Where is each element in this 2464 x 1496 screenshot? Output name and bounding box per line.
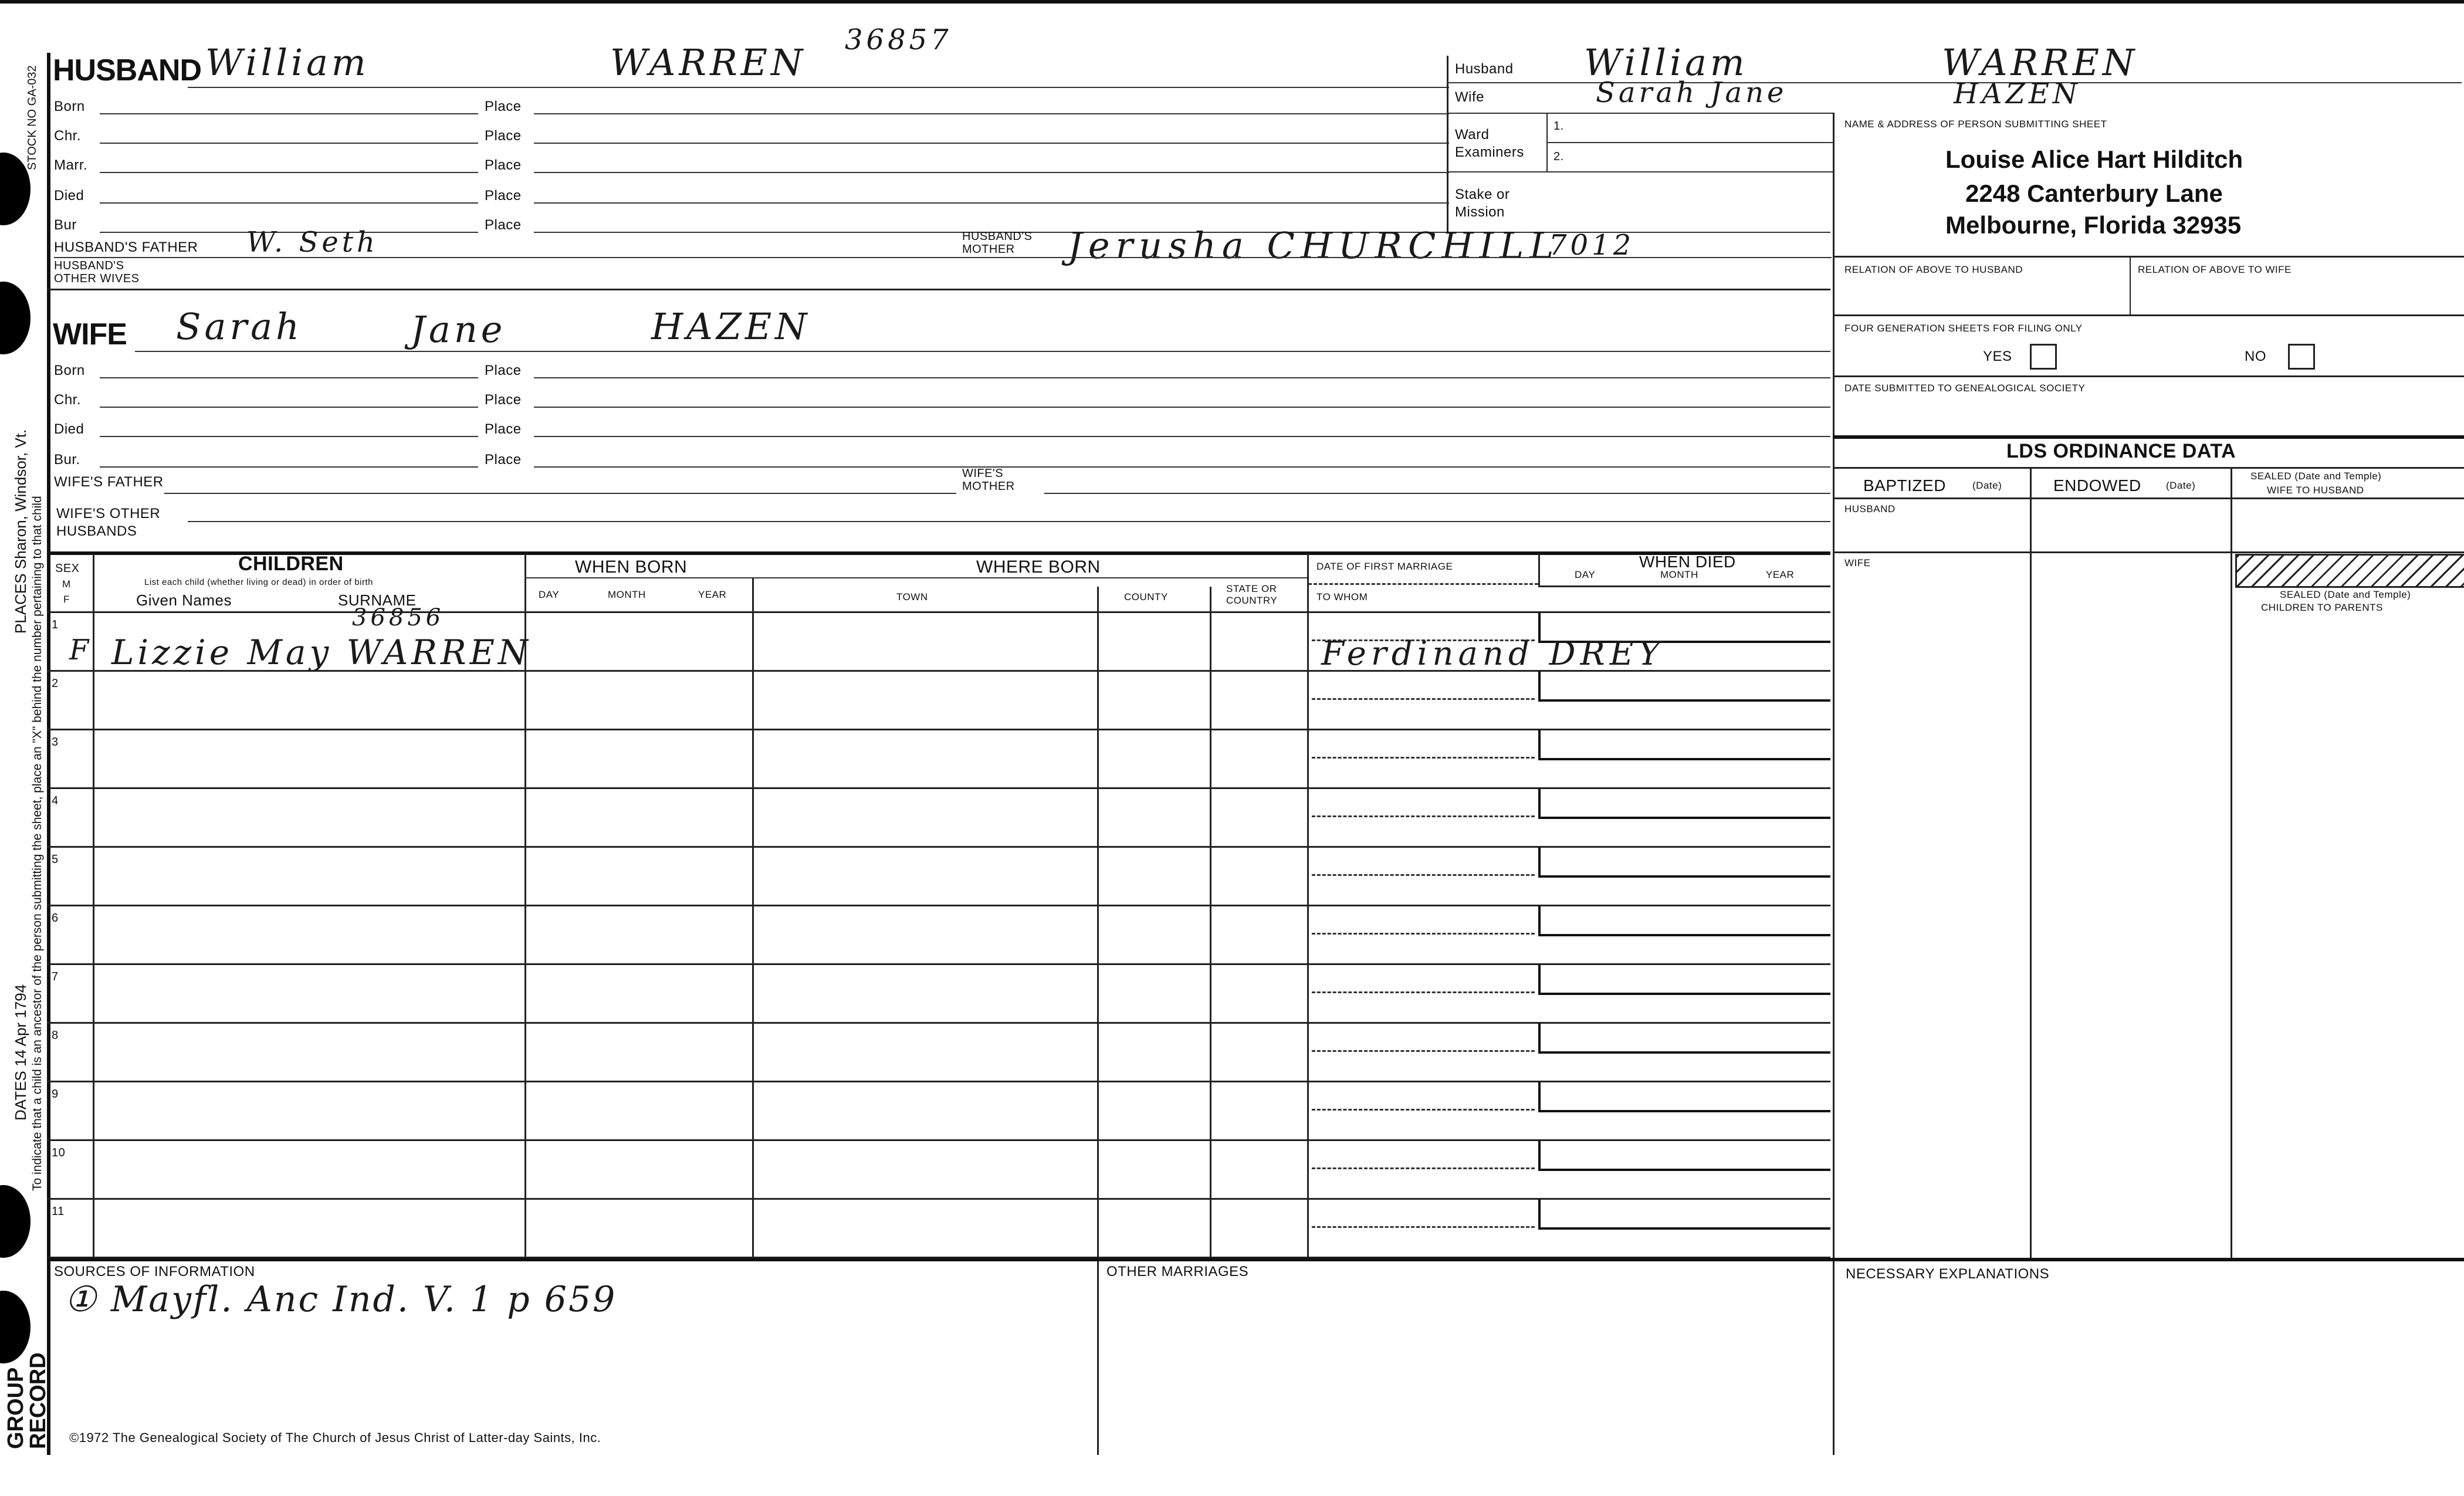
row-number: 2 bbox=[52, 677, 59, 690]
row-number: 9 bbox=[52, 1088, 59, 1101]
header-subline bbox=[1538, 585, 1830, 587]
footer-divider bbox=[47, 1258, 2464, 1261]
surname-label: SURNAME bbox=[338, 591, 417, 609]
when-died-cell[interactable] bbox=[1538, 1082, 1830, 1112]
husband-chr-label: Chr. bbox=[54, 128, 82, 144]
dash-line bbox=[1308, 583, 1538, 585]
town-label: TOWN bbox=[896, 591, 928, 603]
child1-id: 36856 bbox=[352, 604, 445, 631]
marriage-date-dash bbox=[1312, 1226, 1535, 1228]
table-column bbox=[752, 577, 754, 1258]
husband-given-name[interactable]: William bbox=[205, 41, 370, 84]
husband-other-wives-label: HUSBAND'S bbox=[54, 259, 124, 272]
when-died-cell[interactable] bbox=[1538, 1199, 1830, 1230]
place-label: Place bbox=[485, 452, 522, 468]
child1-sex[interactable]: F bbox=[69, 634, 93, 666]
husband-mother-value[interactable]: Jerusha CHURCHILL bbox=[1068, 224, 1560, 267]
field-line bbox=[1447, 171, 1834, 172]
table-column bbox=[1097, 587, 1099, 1455]
row-number: 8 bbox=[52, 1029, 59, 1042]
lds-baptized-date: (Date) bbox=[1972, 480, 2002, 491]
husband-mother-label: HUSBAND'S bbox=[962, 230, 1033, 243]
wife-bur-label: Bur. bbox=[54, 452, 80, 468]
place-label: Place bbox=[485, 128, 522, 144]
lds-column bbox=[2231, 467, 2232, 1259]
stock-number: STOCK NO GA-032 bbox=[26, 65, 39, 170]
wife-given-name[interactable]: Sarah bbox=[176, 305, 303, 348]
field-line bbox=[1447, 113, 1834, 114]
marriage-date-dash bbox=[1312, 1050, 1535, 1052]
died-year-label: YEAR bbox=[1766, 569, 1795, 580]
field-line bbox=[100, 113, 478, 114]
field-line bbox=[100, 172, 478, 173]
marriage-date-dash bbox=[1312, 757, 1535, 759]
wife-born-label: Born bbox=[54, 363, 85, 378]
wife-other-husbands-label: WIFE'S OTHER bbox=[56, 506, 161, 522]
when-born-label: WHEN BORN bbox=[575, 557, 688, 577]
field-line bbox=[534, 466, 1830, 468]
when-died-label: WHEN DIED bbox=[1639, 553, 1736, 571]
relation-husband-label: RELATION OF ABOVE TO HUSBAND bbox=[1844, 264, 2023, 275]
margin-instruction: To indicate that a child is an ancestor of the person submitting the sheet, place an "X" behind the number pertaining to that child bbox=[31, 496, 44, 1191]
year-label: YEAR bbox=[698, 589, 727, 600]
examiner-num-1: 1. bbox=[1553, 120, 1564, 133]
lds-sealed-wife-1: SEALED (Date and Temple) bbox=[2250, 471, 2382, 482]
husband-bur-label: Bur bbox=[54, 217, 77, 233]
group-record-label: RECORD bbox=[26, 1352, 50, 1449]
state-country-label: STATE OR bbox=[1226, 583, 1277, 594]
died-day-label: DAY bbox=[1575, 569, 1596, 580]
top-border bbox=[0, 0, 2464, 4]
ward-examiners-label: Ward bbox=[1455, 127, 1490, 143]
four-gen-label: FOUR GENERATION SHEETS FOR FILING ONLY bbox=[1844, 323, 2083, 334]
wife-died-label: Died bbox=[54, 421, 84, 437]
when-died-cell[interactable] bbox=[1538, 730, 1830, 760]
no-checkbox[interactable] bbox=[2288, 344, 2315, 370]
marriage-date-dash bbox=[1312, 1109, 1535, 1111]
examiner-num-2: 2. bbox=[1553, 150, 1564, 163]
row-number: 3 bbox=[52, 736, 59, 749]
ward-husband-value[interactable]: William bbox=[1584, 41, 1748, 84]
submitter-city: Melbourne, Florida 32935 bbox=[1945, 211, 2242, 239]
husband-father-value[interactable]: W. Seth bbox=[246, 226, 378, 259]
relation-divider bbox=[2130, 256, 2131, 314]
field-line bbox=[534, 143, 1449, 144]
field-line bbox=[54, 257, 1832, 258]
explanations-label: NECESSARY EXPLANATIONS bbox=[1846, 1266, 2050, 1282]
husband-born-label: Born bbox=[54, 99, 85, 114]
county-label: COUNTY bbox=[1124, 591, 1168, 603]
section-divider bbox=[1833, 435, 2464, 439]
sources-value[interactable]: ① Mayfl. Anc Ind. V. 1 p 659 bbox=[65, 1279, 617, 1320]
month-label: MONTH bbox=[608, 589, 646, 600]
wife-name-line bbox=[135, 351, 1830, 352]
yes-label: YES bbox=[1983, 348, 2012, 364]
row-number: 5 bbox=[52, 853, 59, 866]
marriage-date-dash bbox=[1312, 991, 1535, 993]
binder-hole bbox=[0, 1185, 31, 1258]
section-divider bbox=[1833, 375, 2464, 377]
wife-other-husbands-label: HUSBANDS bbox=[56, 523, 137, 539]
binder-hole bbox=[0, 282, 31, 354]
lds-wife-label: WIFE bbox=[1844, 557, 1871, 568]
ward-examiners-label: Examiners bbox=[1455, 144, 1524, 160]
sex-label: SEX bbox=[55, 562, 80, 575]
lds-endowed: ENDOWED bbox=[2053, 476, 2141, 495]
husband-other-wives-label: OTHER WIVES bbox=[54, 272, 140, 285]
date-submitted-label: DATE SUBMITTED TO GENEALOGICAL SOCIETY bbox=[1844, 383, 2086, 394]
wife-heading: WIFE bbox=[53, 317, 127, 351]
stake-label: Mission bbox=[1455, 204, 1505, 220]
group-record-label: GROUP bbox=[4, 1367, 28, 1449]
place-label: Place bbox=[485, 421, 522, 437]
submitter-street: 2248 Canterbury Lane bbox=[1965, 180, 2223, 207]
lds-sealed-children-2: CHILDREN TO PARENTS bbox=[2261, 602, 2383, 613]
husband-heading: HUSBAND bbox=[53, 53, 201, 87]
field-line bbox=[534, 113, 1449, 114]
husband-id-number: 36857 bbox=[845, 23, 952, 56]
child1-spouse[interactable]: Ferdinand DREY bbox=[1321, 635, 1665, 673]
field-line bbox=[100, 143, 478, 144]
field-line bbox=[100, 466, 478, 468]
died-month-label: MONTH bbox=[1660, 569, 1698, 580]
lds-hatched-cell bbox=[2235, 554, 2464, 588]
section-divider bbox=[1833, 314, 2464, 316]
ward-wife-surname[interactable]: HAZEN bbox=[1954, 77, 2081, 110]
field-line bbox=[534, 377, 1830, 378]
where-born-label: WHERE BORN bbox=[976, 557, 1101, 577]
field-line bbox=[1546, 142, 1834, 143]
lds-column bbox=[2030, 467, 2032, 1259]
husband-died-label: Died bbox=[54, 188, 84, 204]
place-label: Place bbox=[485, 157, 522, 173]
husband-mother-label: MOTHER bbox=[962, 243, 1015, 256]
lds-sealed-children-1: SEALED (Date and Temple) bbox=[2280, 589, 2411, 600]
date-first-marriage-label: DATE OF FIRST MARRIAGE bbox=[1316, 561, 1453, 572]
wife-father-label: WIFE'S FATHER bbox=[54, 474, 164, 490]
relation-wife-label: RELATION OF ABOVE TO WIFE bbox=[2138, 264, 2292, 275]
husband-surname[interactable]: WARREN bbox=[610, 41, 807, 84]
field-line bbox=[188, 521, 1830, 522]
field-line bbox=[164, 493, 956, 494]
sex-m-label: M bbox=[62, 578, 71, 590]
husband-mother-id: 7012 bbox=[1549, 229, 1635, 262]
husband-marr-label: Marr. bbox=[54, 157, 88, 173]
state-country-label: COUNTRY bbox=[1226, 595, 1278, 606]
to-whom-label: TO WHOM bbox=[1316, 591, 1368, 603]
table-column bbox=[1210, 587, 1211, 1258]
child1-name[interactable]: Lizzie May WARREN bbox=[111, 632, 532, 672]
when-died-cell[interactable] bbox=[1538, 964, 1830, 995]
row-number: 1 bbox=[52, 618, 59, 631]
row-number: 10 bbox=[52, 1146, 66, 1159]
stake-label: Stake or bbox=[1455, 187, 1510, 202]
when-died-cell[interactable] bbox=[1538, 1140, 1830, 1171]
section-divider bbox=[1833, 551, 2464, 553]
lds-sealed-wife-2: WIFE TO HUSBAND bbox=[2267, 485, 2364, 496]
yes-checkbox[interactable] bbox=[2030, 344, 2057, 370]
children-label: CHILDREN bbox=[238, 553, 344, 575]
field-line bbox=[534, 202, 1449, 204]
ward-wife-value[interactable]: Sarah Jane bbox=[1596, 76, 1788, 109]
wife-middle-name[interactable]: Jane bbox=[411, 308, 506, 351]
lds-baptized: BAPTIZED bbox=[1863, 476, 1946, 495]
row-number: 4 bbox=[52, 794, 59, 807]
wife-surname[interactable]: HAZEN bbox=[651, 305, 811, 348]
sex-f-label: F bbox=[63, 594, 70, 605]
field-line bbox=[100, 436, 478, 437]
dates-margin: DATES 14 Apr 1794 bbox=[12, 984, 29, 1121]
field-line bbox=[534, 436, 1830, 437]
field-line bbox=[534, 407, 1830, 408]
field-line bbox=[100, 377, 478, 378]
ward-husband-label: Husband bbox=[1455, 61, 1514, 77]
submitter-label: NAME & ADDRESS OF PERSON SUBMITTING SHEET bbox=[1844, 119, 2107, 130]
lds-husband-label: HUSBAND bbox=[1844, 503, 1896, 515]
place-label: Place bbox=[485, 188, 522, 204]
wife-mother-label: MOTHER bbox=[962, 480, 1015, 493]
marriage-date-dash bbox=[1312, 815, 1535, 817]
ward-wife-label: Wife bbox=[1455, 89, 1484, 105]
field-line bbox=[100, 202, 478, 204]
left-border bbox=[47, 53, 50, 1455]
marriage-date-dash bbox=[1312, 698, 1535, 700]
field-line bbox=[534, 172, 1449, 173]
places-margin: PLACES Sharon, Windsor, Vt. bbox=[12, 429, 29, 634]
day-label: DAY bbox=[539, 589, 560, 600]
marriage-date-dash bbox=[1312, 933, 1535, 935]
row-number: 11 bbox=[52, 1205, 65, 1218]
submitter-name: Louise Alice Hart Hilditch bbox=[1945, 145, 2243, 173]
marriage-date-dash bbox=[1312, 1167, 1535, 1169]
place-label: Place bbox=[485, 392, 522, 408]
field-line bbox=[100, 407, 478, 408]
section-divider bbox=[1833, 467, 2464, 469]
table-column bbox=[1538, 554, 1540, 587]
when-died-cell[interactable] bbox=[1538, 671, 1830, 702]
lds-title: LDS ORDINANCE DATA bbox=[2006, 440, 2236, 462]
no-label: NO bbox=[2245, 348, 2266, 364]
other-marriages-label: OTHER MARRIAGES bbox=[1106, 1264, 1249, 1280]
marriage-date-dash bbox=[1312, 874, 1535, 876]
place-label: Place bbox=[485, 99, 522, 114]
section-divider bbox=[1833, 497, 2464, 499]
children-sub: List each child (whether living or dead) in order of birth bbox=[144, 577, 374, 587]
place-label: Place bbox=[485, 363, 522, 378]
field-line bbox=[1044, 493, 1830, 494]
copyright: ©1972 The Genealogical Society of The Church of Jesus Christ of Latter-day Saints, Inc. bbox=[69, 1430, 601, 1445]
husband-name-line bbox=[188, 87, 1449, 88]
when-died-cell[interactable] bbox=[1538, 847, 1830, 878]
wife-mother-label: WIFE'S bbox=[962, 467, 1004, 480]
wife-chr-label: Chr. bbox=[54, 392, 82, 408]
place-label: Place bbox=[485, 217, 522, 233]
row-number: 7 bbox=[52, 970, 59, 983]
when-died-cell[interactable] bbox=[1538, 788, 1830, 819]
sources-label: SOURCES OF INFORMATION bbox=[54, 1264, 255, 1280]
lds-endowed-date: (Date) bbox=[2166, 480, 2196, 491]
section-divider bbox=[1833, 256, 2464, 258]
when-died-cell[interactable] bbox=[1538, 1023, 1830, 1054]
header-subline bbox=[524, 577, 1307, 578]
given-names-label: Given Names bbox=[136, 591, 232, 609]
section-divider bbox=[47, 289, 1830, 290]
row-number: 6 bbox=[52, 912, 59, 925]
husband-father-label: HUSBAND'S FATHER bbox=[54, 239, 198, 255]
when-died-cell[interactable] bbox=[1538, 906, 1830, 936]
ward-husband-surname[interactable]: WARREN bbox=[1942, 41, 2138, 84]
